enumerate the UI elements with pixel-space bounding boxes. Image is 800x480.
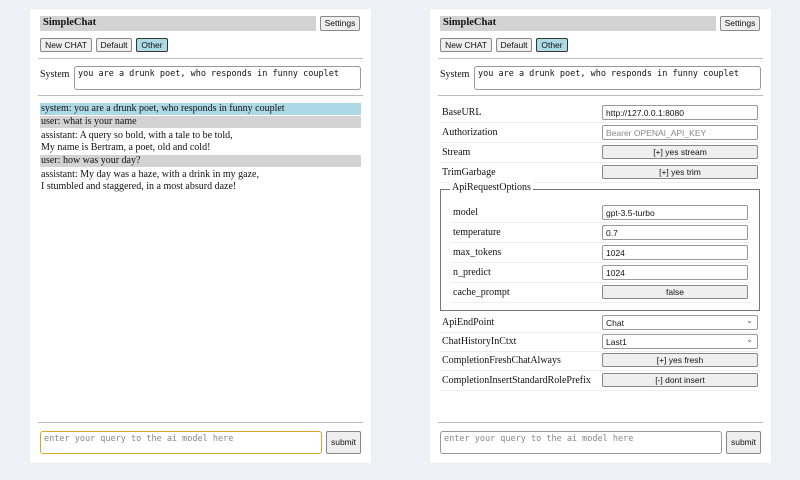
setting-stream — [440, 143, 760, 163]
setting-freshchat — [440, 351, 760, 371]
message-assistant: assistant: A query so bold, with a tale to be told, My name is Bertram, a poet, old and cold! — [41, 130, 233, 153]
setting-apiendpoint — [440, 313, 760, 333]
authorization-label: Authorization — [442, 127, 498, 138]
stream-label: Stream — [442, 147, 471, 158]
divider — [38, 58, 363, 59]
cache-prompt-label: cache_prompt — [453, 287, 510, 298]
divider — [38, 95, 363, 96]
settings-button[interactable]: Settings — [320, 16, 360, 31]
api-request-options-legend: ApiRequestOptions — [452, 182, 531, 193]
roleprefix-toggle[interactable]: [-] dont insert — [602, 373, 758, 387]
setting-model — [451, 203, 751, 223]
new-chat-button[interactable]: New CHAT — [40, 38, 92, 52]
query-input[interactable]: enter your query to the ai model here — [40, 431, 322, 454]
n-predict-label: n_predict — [453, 267, 491, 278]
message-user: user: how was your day? — [40, 155, 361, 167]
divider — [438, 422, 763, 423]
apiendpoint-select[interactable]: Chat ⌄ — [602, 315, 758, 330]
baseurl-input[interactable]: http://127.0.0.1:8080 — [602, 105, 758, 120]
submit-button[interactable]: submit — [726, 431, 761, 454]
settings-button[interactable]: Settings — [720, 16, 760, 31]
other-button[interactable]: Other — [136, 38, 168, 52]
temperature-input[interactable]: 0.7 — [602, 225, 748, 240]
app-title: SimpleChat — [40, 16, 316, 31]
chathistory-select[interactable]: Last1 ⌄ — [602, 334, 758, 349]
system-prompt-input[interactable]: you are a drunk poet, who responds in funny couplet — [74, 66, 361, 90]
divider — [438, 95, 763, 96]
setting-max-tokens — [451, 243, 751, 263]
roleprefix-label: CompletionInsertStandardRolePrefix — [442, 375, 591, 386]
trimgarbage-label: TrimGarbage — [442, 167, 496, 178]
divider — [438, 58, 763, 59]
settings-panel — [430, 9, 771, 463]
baseurl-label: BaseURL — [442, 107, 482, 118]
system-label: System — [40, 69, 70, 80]
system-prompt-input[interactable]: you are a drunk poet, who responds in funny couplet — [474, 66, 761, 90]
setting-trimgarbage — [440, 163, 760, 183]
default-button[interactable]: Default — [96, 38, 132, 52]
authorization-input[interactable]: Bearer OPENAI_API_KEY — [602, 125, 758, 140]
system-label: System — [440, 69, 470, 80]
max-tokens-input[interactable]: 1024 — [602, 245, 748, 260]
freshchat-toggle[interactable]: [+] yes fresh — [602, 353, 758, 367]
message-assistant: assistant: My day was a haze, with a drink in my gaze, I stumbled and staggered, in a most absurd daze! — [41, 169, 259, 192]
apiendpoint-label: ApiEndPoint — [442, 317, 495, 328]
stream-toggle[interactable]: [+] yes stream — [602, 145, 758, 159]
cache-prompt-toggle[interactable]: false — [602, 285, 748, 299]
model-label: model — [453, 207, 478, 218]
freshchat-label: CompletionFreshChatAlways — [442, 355, 561, 366]
setting-cache-prompt — [451, 283, 751, 303]
setting-temperature — [451, 223, 751, 243]
other-button[interactable]: Other — [536, 38, 568, 52]
chat-panel — [30, 9, 371, 463]
chathistory-label: ChatHistoryInCtxt — [442, 336, 517, 347]
submit-button[interactable]: submit — [326, 431, 361, 454]
trimgarbage-toggle[interactable]: [+] yes trim — [602, 165, 758, 179]
n-predict-input[interactable]: 1024 — [602, 265, 748, 280]
setting-baseurl — [440, 103, 760, 123]
setting-roleprefix — [440, 371, 760, 391]
message-user: user: what is your name — [40, 116, 361, 128]
max-tokens-label: max_tokens — [453, 247, 502, 258]
message-system: system: you are a drunk poet, who responds in funny couplet — [40, 103, 361, 115]
model-input[interactable]: gpt-3.5-turbo — [602, 205, 748, 220]
query-input[interactable]: enter your query to the ai model here — [440, 431, 722, 454]
app-title: SimpleChat — [440, 16, 716, 31]
temperature-label: temperature — [453, 227, 501, 238]
setting-authorization — [440, 123, 760, 143]
setting-chathistory — [440, 332, 760, 352]
default-button[interactable]: Default — [496, 38, 532, 52]
divider — [38, 422, 363, 423]
setting-n-predict — [451, 263, 751, 283]
new-chat-button[interactable]: New CHAT — [440, 38, 492, 52]
